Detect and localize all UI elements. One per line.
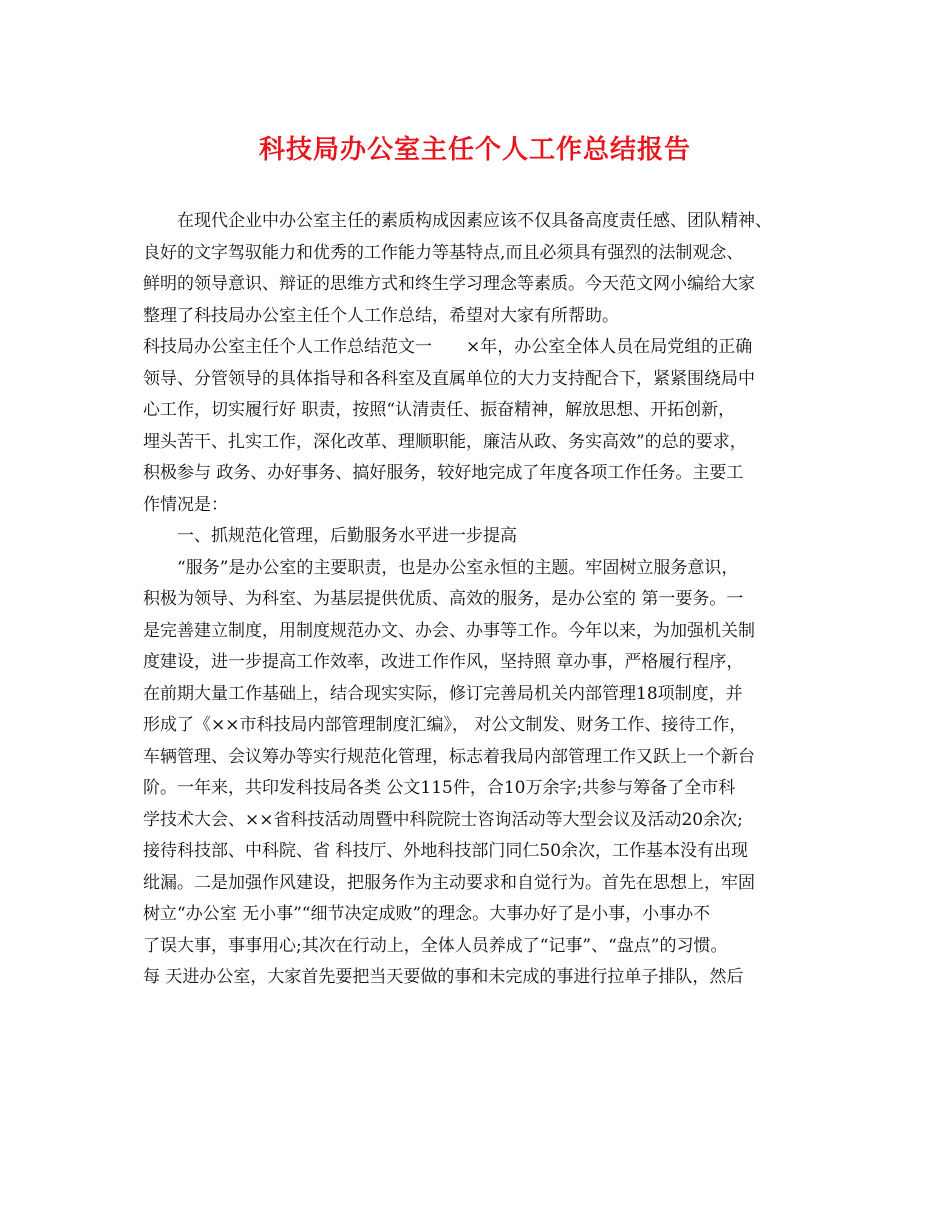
body-line: 阶。一年来，共印发科技局各类 公文115件，合10万余字;共参与筹备了全市科 <box>143 778 736 798</box>
body-line: 心工作，切实履行好 职责，按照“认清责任、振奋精神，解放思想、开拓创新， <box>143 400 736 420</box>
body-line: 良好的文字驾驭能力和优秀的工作能力等基特点,而且必须具有强烈的法制观念、 <box>143 243 744 263</box>
body-line: 积极为领导、为科室、为基层提供优质、高效的服务，是办公室的 第一要务。一 <box>143 589 744 609</box>
body-line: 积极参与 政务、办好事务、搞好服务，较好地完成了年度各项工作任务。主要工 <box>143 463 744 483</box>
body-line: 学技术大会、××省科技活动周暨中科院院士咨询活动等大型会议及活动20余次; <box>143 810 743 830</box>
body-line: 度建设，进一步提高工作效率，改进工作作风，坚持照 章办事，严格履行程序， <box>143 652 744 672</box>
body-line: 在现代企业中办公室主任的素质构成因素应该不仅具备高度责任感、团队精神、 <box>177 211 772 231</box>
body-line: 科技局办公室主任个人工作总结范文一 ×年，办公室全体人员在局党组的正确 <box>143 337 753 357</box>
body-line: 鲜明的领导意识、辩证的思维方式和终生学习理念等素质。今天范文网小编给大家 <box>143 274 755 294</box>
body-line: 埋头苦干、扎实工作，深化改革、理顺职能，廉洁从政、务实高效”的总的要求， <box>143 432 747 452</box>
body-line: 接待科技部、中科院、省 科技厅、外地科技部门同仁50余次，工作基本没有出现 <box>143 841 749 861</box>
body-line: 了误大事，事事用心;其次在行动上，全体人员养成了“记事”、“盘点”的习惯。 <box>143 936 728 956</box>
body-line: 整理了科技局办公室主任个人工作总结，希望对大家有所帮助。 <box>143 306 619 326</box>
body-line: 纰漏。二是加强作风建设，把服务作为主动要求和自觉行为。首先在思想上，牢固 <box>143 873 755 893</box>
body-line: 树立“办公室 无小事”“细节决定成败”的理念。大事办好了是小事，小事办不 <box>143 904 711 924</box>
body-line: 是完善建立制度，用制度规范办文、办会、办事等工作。今年以来，为加强机关制 <box>143 621 755 641</box>
body-line: 车辆管理、会议筹办等实行规范化管理，标志着我局内部管理工作又跃上一个新台 <box>143 747 755 767</box>
section-heading: 一、抓规范化管理，后勤服务水平进一步提高 <box>177 526 517 546</box>
body-line: 形成了《××市科技局内部管理制度汇编》， 对公文制发、财务工作、接待工作， <box>143 715 747 735</box>
body-line: 在前期大量工作基础上，结合现实实际，修订完善局机关内部管理18项制度，并 <box>143 684 743 704</box>
body-line: 领导、分管领导的具体指导和各科室及直属单位的大力支持配合下，紧紧围绕局中 <box>143 369 755 389</box>
body-line: 每 天进办公室，大家首先要把当天要做的事和未完成的事进行拉单子排队，然后 <box>143 967 744 987</box>
body-line: 作情况是： <box>143 495 228 515</box>
body-line: “服务”是办公室的主要职责，也是办公室永恒的主题。牢固树立服务意识， <box>177 558 739 578</box>
document-title: 科技局办公室主任个人工作总结报告 <box>258 135 691 165</box>
